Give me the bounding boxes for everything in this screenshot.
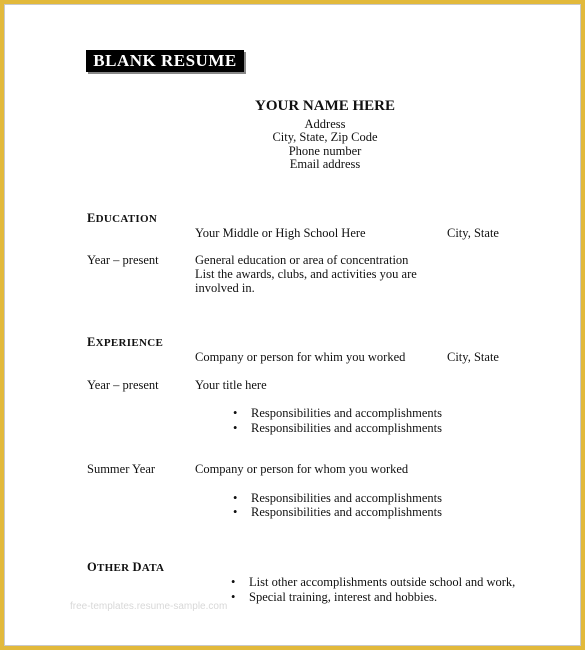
other-bullet: • List other accomplishments outside school and work, xyxy=(231,575,516,589)
job1-title: Your title here xyxy=(195,378,267,392)
education-heading: EDUCATION xyxy=(87,211,158,225)
phone-line: Phone number xyxy=(288,144,362,158)
resume-page xyxy=(4,4,581,646)
other-data-heading: OTHER DATA xyxy=(87,560,165,574)
education-location: City, State xyxy=(447,226,499,240)
education-school: Your Middle or High School Here xyxy=(195,226,366,240)
experience-heading: EXPERIENCE xyxy=(87,335,164,349)
job1-location: City, State xyxy=(447,350,499,364)
education-years: Year – present xyxy=(87,253,159,267)
job2-bullet: • Responsibilities and accomplishments xyxy=(233,491,442,505)
job2-years: Summer Year xyxy=(87,462,156,476)
job2-company: Company or person for whom you worked xyxy=(195,462,409,476)
education-line: List the awards, clubs, and activities you are xyxy=(195,267,417,281)
job1-bullet: • Responsibilities and accomplishments xyxy=(233,406,442,420)
other-bullet: • Special training, interest and hobbies. xyxy=(231,590,438,604)
blank-resume-banner: BLANK RESUME xyxy=(86,50,244,72)
email-line: Email address xyxy=(289,157,361,171)
job1-years: Year – present xyxy=(87,378,159,392)
education-line: General education or area of concentration xyxy=(195,253,409,267)
city-state-zip-line: City, State, Zip Code xyxy=(272,130,378,144)
applicant-name: YOUR NAME HERE xyxy=(254,98,395,114)
job1-bullet: • Responsibilities and accomplishments xyxy=(233,421,442,435)
job2-bullet: • Responsibilities and accomplishments xyxy=(233,505,442,519)
watermark: free-templates.resume-sample.com xyxy=(70,601,228,612)
education-line: involved in. xyxy=(195,281,255,295)
address-line: Address xyxy=(304,117,346,131)
job1-company: Company or person for whim you worked xyxy=(195,350,406,364)
